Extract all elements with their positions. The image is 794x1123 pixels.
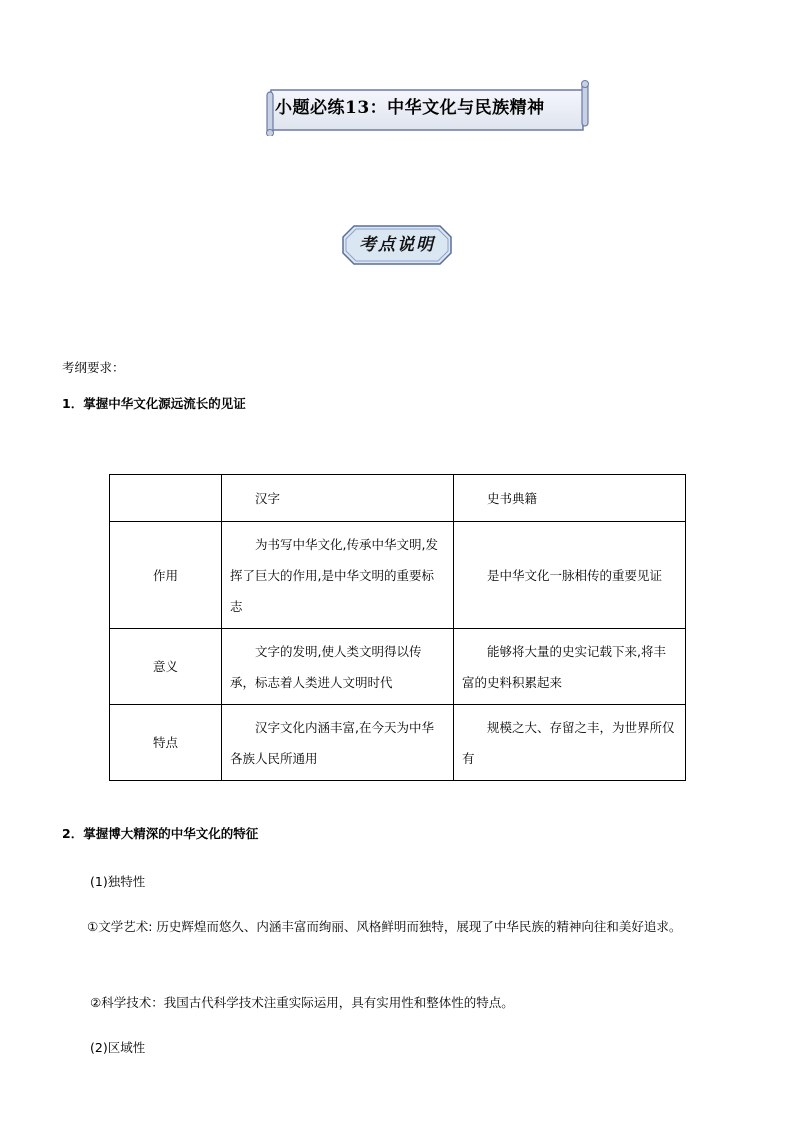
subheading-regionality: (2)区域性 (90, 1040, 146, 1055)
section-heading-2: 2．掌握博大精深的中华文化的特征 (62, 826, 259, 841)
section-badge (342, 225, 452, 265)
page-title: 小题必练13：中华文化与民族精神 (275, 98, 545, 118)
table-row (110, 705, 686, 781)
table-cell: 为书写中华文化,传承中华文明,发挥了巨大的作用,是中华文明的重要标志 (222, 522, 454, 629)
paragraph-science-tech: ②科学技术：我国古代科学技术注重实际运用，具有实用性和整体性的特点。 (90, 995, 514, 1010)
table-cell: 汉字文化内涵丰富,在今天为中华各族人民所通用 (222, 705, 454, 781)
table-cell: 能够将大量的史实记载下来,将丰富的史料积累起来 (454, 629, 686, 705)
table-cell: 规模之大、存留之丰，为世界所仅有 (454, 705, 686, 781)
row-label: 特点 (110, 705, 222, 781)
table-header-row (110, 475, 686, 522)
title-banner (265, 80, 590, 136)
badge-label: 考点说明 (359, 235, 435, 255)
row-label: 作用 (110, 522, 222, 629)
table-row (110, 629, 686, 705)
table-header-cell: 史书典籍 (454, 475, 686, 522)
table-cell: 文字的发明,使人类文明得以传承，标志着人类进人文明时代 (222, 629, 454, 705)
paragraph-literature-art: ①文学艺术: 历史辉煌而悠久、内涵丰富而绚丽、风格鲜明而独特，展现了中华民族的精神向往和美好追求。 (87, 919, 682, 934)
table-cell: 是中华文化一脉相传的重要见证 (454, 522, 686, 629)
table-row (110, 522, 686, 629)
subheading-uniqueness: (1)独特性 (90, 874, 146, 889)
requirements-label: 考纲要求： (62, 360, 125, 375)
section-heading-1: 1．掌握中华文化源远流长的见证 (62, 396, 246, 411)
row-label: 意义 (110, 629, 222, 705)
culture-table (109, 474, 686, 781)
table-header-cell (110, 475, 222, 522)
table-header-cell: 汉字 (222, 475, 454, 522)
